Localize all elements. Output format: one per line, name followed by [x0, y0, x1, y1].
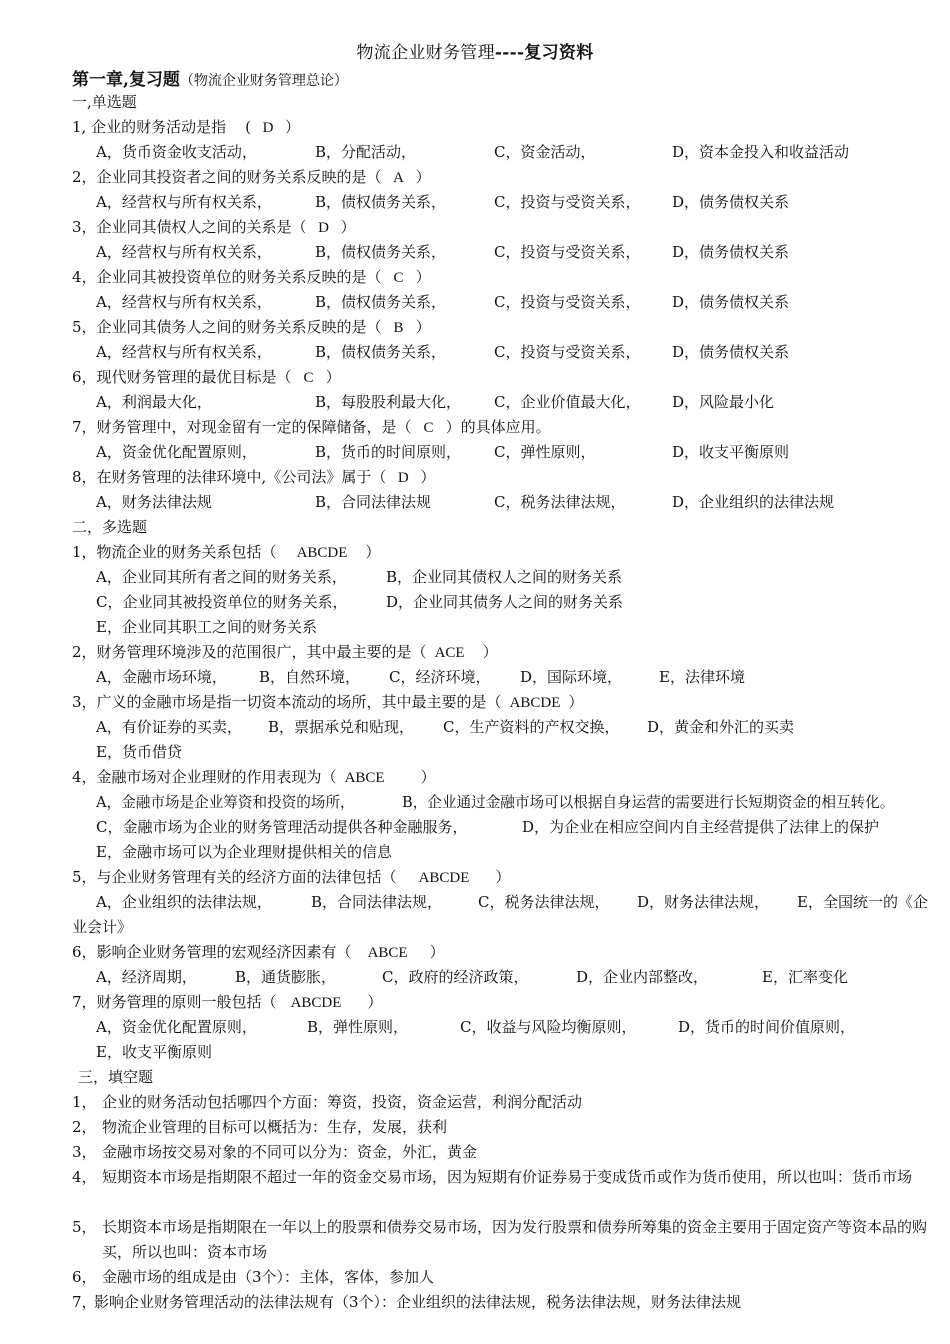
- options-2-1-line3: E，企业同其职工之间的财务关系: [96, 618, 317, 636]
- options-2-7-line2: E，收支平衡原则: [96, 1043, 212, 1061]
- question-1-4: 4，企业同其被投资单位的财务关系反映的是（ C ）: [72, 265, 942, 290]
- options-1-1: A，货币资金收支活动， B，分配活动， C，资金活动， D，资本金投入和收益活动: [96, 143, 850, 161]
- options-2-3-line2: E，货币借贷: [96, 743, 182, 761]
- answer: C: [393, 270, 404, 286]
- document-title: 物流企业财务管理----复习资料: [356, 43, 594, 63]
- options-2-2: A，金融市场环境， B，自然环境， C，经济环境， D，国际环境， E，法律环境: [96, 668, 745, 686]
- answer: ABCDE: [509, 695, 561, 711]
- fill-item-3: 3， 金融市场按交易对象的不同可以分为：资金，外汇，黄金: [72, 1143, 478, 1161]
- answer: ABCDE: [296, 545, 348, 561]
- question-2-4: 4，金融市场对企业理财的作用表现为（ ABCE ）: [72, 765, 942, 790]
- question-2-3: 3，广义的金融市场是指一切资本流动的场所，其中最主要的是（ ABCDE ）: [72, 690, 942, 715]
- question-1-2: 2，企业同其投资者之间的财务关系反映的是（ A ）: [72, 165, 942, 190]
- answer: ABCE: [367, 945, 408, 961]
- answer: C: [423, 420, 434, 436]
- section-heading-multiple-choice: 二，多选题: [72, 518, 148, 536]
- question-2-2: 2，财务管理环境涉及的范围很广，其中最主要的是（ ACE ）: [72, 640, 942, 665]
- options-2-7: A，资金优化配置原则， B，弹性原则， C，收益与风险均衡原则， D，货币的时间价值原则，: [96, 1018, 856, 1036]
- answer: D: [397, 470, 409, 486]
- fill-item-5: 5， 长期资本市场是指期限在一年以上的股票和债券交易市场，因为发行股票和债券所筹集的资金主要用于固定资产等资本品的购买，所以也叫：资本市场: [72, 1218, 928, 1261]
- answer: C: [303, 370, 314, 386]
- answer: ABCDE: [290, 995, 342, 1011]
- fill-item-4: 4， 短期资本市场是指期限不超过一年的资金交易市场，因为短期有价证券易于变成货币或作为货币使用，所以也叫：货币市场: [72, 1168, 913, 1186]
- chapter-heading: 第一章,复习题（物流企业财务管理总论）: [72, 70, 348, 90]
- fill-item-7: 7，影响企业财务管理活动的法律法规有（3个）：企业组织的法律法规，税务法律法规，财务法律法规: [72, 1293, 742, 1311]
- answer: ACE: [434, 645, 465, 661]
- options-2-4-line1: A，金融市场是企业筹资和投资的场所， B，企业通过金融市场可以根据自身运营的需要进行长短期资金的相互转化。: [96, 794, 895, 811]
- options-1-7: A，资金优化配置原则， B，货币的时间原则， C，弹性原则， D，收支平衡原则: [96, 443, 790, 461]
- options-1-8: A，财务法律法规 B，合同法律法规 C，税务法律法规， D，企业组织的法律法规: [96, 493, 835, 511]
- section-heading-single-choice: 一,单选题: [72, 93, 137, 111]
- question-1-8: 8，在财务管理的法律环境中,《公司法》属于（ D ）: [72, 465, 942, 490]
- answer: B: [393, 320, 404, 336]
- options-1-6: A，利润最大化， B，每股股利最大化， C，企业价值最大化， D，风险最小化: [96, 393, 775, 411]
- options-2-5: A，企业组织的法律法规， B，合同法律法规， C，税务法律法规， D，财务法律法规， E，全国统一的《企: [96, 893, 928, 911]
- question-2-6: 6，影响企业财务管理的宏观经济因素有（ ABCE ）: [72, 940, 942, 965]
- answer: D: [318, 220, 329, 236]
- options-2-1-line1: A，企业同其所有者之间的财务关系， B，企业同其债权人之间的财务关系: [96, 568, 623, 586]
- question-2-5: 5，与企业财务管理有关的经济方面的法律包括（ ABCDE ）: [72, 865, 942, 890]
- answer: D: [262, 120, 274, 136]
- question-1-1: 1, 企业的财务活动是指 ( D ）: [72, 115, 942, 140]
- options-1-4: A，经营权与所有权关系， B，债权债务关系， C，投资与受资关系， D，债务债权关系: [96, 293, 790, 311]
- options-2-1-line2: C，企业同其被投资单位的财务关系， D，企业同其债务人之间的财务关系: [96, 593, 624, 611]
- answer: A: [393, 170, 404, 186]
- fill-item-2: 2， 物流企业管理的目标可以概括为：生存，发展，获利: [72, 1118, 448, 1136]
- question-1-6: 6，现代财务管理的最优目标是（ C ）: [72, 365, 942, 390]
- options-1-2: A，经营权与所有权关系， B，债权债务关系， C，投资与受资关系， D，债务债权关系: [96, 193, 790, 211]
- question-1-7: 7，财务管理中，对现金留有一定的保障储备，是（ C ）的具体应用。: [72, 415, 942, 440]
- section-heading-fill-blank: 三，填空题: [78, 1068, 154, 1086]
- fill-item-1: 1， 企业的财务活动包括哪四个方面：筹资，投资，资金运营，利润分配活动: [72, 1093, 583, 1111]
- options-2-5-continued: 业会计》: [72, 918, 133, 936]
- question-2-7: 7，财务管理的原则一般包括（ ABCDE ）: [72, 990, 942, 1015]
- options-1-3: A，经营权与所有权关系， B，债权债务关系， C，投资与受资关系， D，债务债权关系: [96, 243, 790, 261]
- fill-item-6: 6， 金融市场的组成是由（3个）：主体，客体，参加人: [72, 1268, 435, 1286]
- question-1-5: 5，企业同其债务人之间的财务关系反映的是（ B ）: [72, 315, 942, 340]
- options-2-4-line2: C，金融市场为企业的财务管理活动提供各种金融服务， D，为企业在相应空间内自主经营提供了法律上的保护: [96, 818, 880, 836]
- document-body: [72, 90, 942, 1315]
- question-1-3: 3，企业同其债权人之间的关系是（ D ）: [72, 215, 942, 240]
- options-2-3: A，有价证券的买卖， B，票据承兑和贴现， C，生产资料的产权交换， D，黄金和外汇的买卖: [96, 718, 795, 736]
- options-2-6: A，经济周期， B，通货膨胀， C，政府的经济政策， D，企业内部整改， E，汇率变化: [96, 968, 848, 986]
- answer: ABCDE: [418, 870, 470, 886]
- options-2-4-line3: E，金融市场可以为企业理财提供相关的信息: [96, 843, 392, 861]
- options-1-5: A，经营权与所有权关系， B，债权债务关系， C，投资与受资关系， D，债务债权关系: [96, 343, 790, 361]
- answer: ABCE: [344, 770, 385, 786]
- question-2-1: 1，物流企业的财务关系包括（ ABCDE ）: [72, 540, 942, 565]
